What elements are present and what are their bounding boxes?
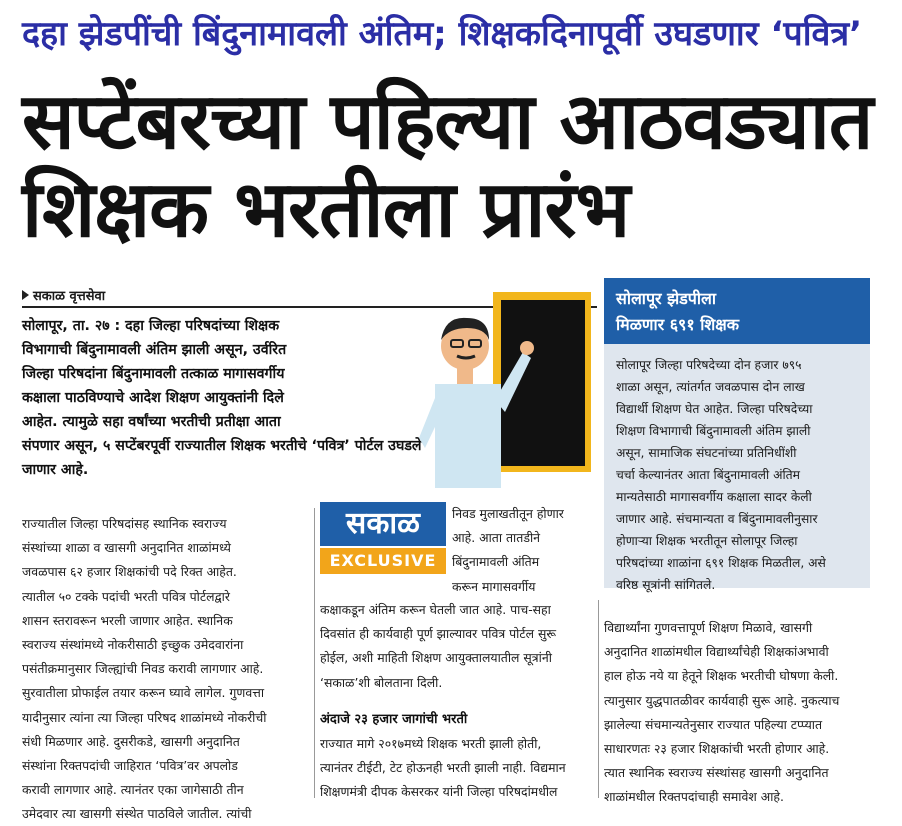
body-line: सुरवातीला प्रोफाईल तयार करून घ्यावे लागेल. गुणवत्ता: [22, 685, 265, 701]
sidebar-line: विद्यार्थी शिक्षण घेत आहेत. जिल्हा परिषदेच्या: [616, 402, 813, 416]
sidebar-line: मान्यतेसाठी मागासवर्गीय कक्षाला सादर केली: [616, 490, 812, 504]
sidebar-line: शिक्षण विभागाची बिंदुनामावली अंतिम झाली: [616, 424, 811, 438]
body-line: हाल होऊ नये या हेतूने शिक्षक भरतीची घोषणा केली.: [604, 668, 839, 684]
body-line: विद्यार्थ्यांना गुणवत्तापूर्ण शिक्षण मिळावे, खासगी: [604, 620, 813, 635]
lead-line: जाणार आहे.: [22, 462, 89, 478]
headline-line: सप्टेंबरच्या पहिल्या आठवड्यात: [22, 77, 873, 167]
lead-line: विभागाची बिंदुनामावली अंतिम झाली असून, उर्वरित: [22, 342, 287, 358]
body-line: यादीनुसार त्यांना त्या जिल्हा परिषद शाळांमध्ये नोकरीची: [22, 709, 267, 725]
body-line: निवड मुलाखतीतून होणार: [452, 506, 564, 521]
body-line: राज्यातील जिल्हा परिषदांसह स्थानिक स्वराज्य: [22, 516, 227, 531]
body-line: त्यात स्थानिक स्वराज्य संस्थांसह खासगी अनुदानित: [604, 765, 829, 781]
sidebar-title: [604, 278, 870, 344]
lead-line: कक्षाला पाठविण्याचे आदेश शिक्षण आयुक्तांनी दिले: [22, 390, 284, 406]
body-line: करावी लागणार आहे. त्यानंतर एका जागेसाठी तीन: [22, 782, 244, 798]
body-line: संस्थांना रिक्तपदांची जाहिरात ‘पवित्र’वर अपलोड: [22, 757, 238, 773]
body-line: करून मागासवर्गीय: [452, 578, 536, 594]
body-line: पसंतीक्रमानुसार जिल्ह्यांची निवड करावी लागणार आहे.: [22, 661, 264, 677]
body-line: त्यानुसार युद्धपातळीवर कार्यवाही सुरू आहे. नुकत्याच: [604, 692, 840, 708]
body-line: अनुदानित शाळांमधील विद्यार्थ्यांचेही शिक्षकांअभावी: [604, 644, 829, 660]
body-column-2-middle: [320, 598, 592, 695]
sidebar-title-line: मिळणार ६९१ शिक्षक: [616, 315, 740, 334]
main-headline: [22, 78, 882, 254]
body-line: साधारणतः २३ हजार शिक्षकांची भरती होणार आहे.: [604, 740, 830, 756]
sidebar-line: सोलापूर जिल्हा परिषदेच्या दोन हजार ७९५: [616, 358, 802, 372]
sidebar-line: जाणार आहे. संचमान्यता व बिंदुनामावलीनुसार: [616, 512, 818, 526]
body-line: संस्थांच्या शाळा व खासगी अनुदानित शाळांमध्ये: [22, 540, 231, 556]
body-line: उमेदवार त्या खासगी संस्थेत पाठविले जातील. त्यांची: [22, 806, 252, 822]
lead-line: संपणार असून, ५ सप्टेंबरपूर्वी राज्यातील शिक्षक भरतीचे ‘पवित्र’ पोर्टल उघडले: [22, 438, 422, 454]
body-line: होईल, अशी माहिती शिक्षण आयुक्तालयातील सूत्रांनी: [320, 650, 552, 666]
headline-line: शिक्षक भरतीला प्रारंभ: [22, 165, 630, 255]
sidebar-line: होणाऱ्या शिक्षक भरतीतून सोलापूर जिल्हा: [616, 534, 798, 548]
sidebar-line: चर्चा केल्यानंतर आता बिंदुनामावली अंतिम: [616, 468, 801, 482]
lead-line: जिल्हा परिषदांना बिंदुनामावली तत्काळ मागासवर्गीय: [22, 366, 285, 382]
sidebar-body: [604, 344, 870, 596]
triangle-icon: [22, 290, 29, 300]
body-line: त्यातील ५० टक्के पदांची भरती पवित्र पोर्टलद्वारे: [22, 588, 230, 604]
sidebar-line: असून, सामाजिक संघटनांच्या प्रतिनिधींशी: [616, 446, 797, 460]
body-line: राज्यात मागे २०१७मध्ये शिक्षक भरती झाली होती,: [320, 736, 542, 751]
body-line: शिक्षणमंत्री दीपक केसरकर यांनी जिल्हा परिषदांमधील: [320, 784, 558, 800]
sidebar-line: वरिष्ठ सूत्रांनी सांगितले.: [616, 578, 716, 592]
body-column-2-bottom: [320, 732, 592, 805]
lead-line: सोलापूर, ता. २७ : दहा जिल्हा परिषदांच्या शिक्षक: [22, 318, 280, 334]
sidebar-line: शाळा असून, त्यांतर्गत जवळपास दोन लाख: [616, 380, 805, 394]
sidebar-line: परिषदांच्या शाळांना ६९१ शिक्षक मिळतील, असे: [616, 556, 826, 570]
body-line: कक्षाकडून अंतिम करून घेतली जात आहे. पाच-सहा: [320, 602, 551, 617]
exclusive-brand: सकाळ: [320, 502, 446, 546]
kicker-headline: दहा झेडपींची बिंदुनामावली अंतिम; शिक्षकदिनापूर्वी उघडणार ‘पवित्र’: [22, 14, 863, 54]
body-line: दिवसांत ही कार्यवाही पूर्ण झाल्यावर पवित्र पोर्टल सुरू: [320, 626, 556, 642]
sidebar-title-line: सोलापूर झेडपीला: [616, 289, 717, 308]
body-line: आहे. आता तातडीने: [452, 530, 541, 546]
column-divider: [314, 508, 315, 798]
body-line: शाळांमधील रिक्तपदांचाही समावेश आहे.: [604, 789, 784, 805]
lead-line: आहेत. त्यामुळे सहा वर्षांच्या भरतीची प्रतीक्षा आता: [22, 414, 281, 430]
body-line: संधी मिळणार आहे. दुसरीकडे, खासगी अनुदानित: [22, 733, 240, 749]
body-line: त्यानंतर टीईटी, टेट होऊनही भरती झाली नाही. विद्यमान: [320, 760, 566, 776]
body-line: शासन स्तरावरून भरली जाणार आहेत. स्थानिक: [22, 612, 233, 628]
body-column-3: [604, 616, 870, 810]
body-column-1: [22, 512, 308, 826]
section-subhead: अंदाजे २३ हजार जागांची भरती: [320, 712, 468, 727]
body-line: स्वराज्य संस्थांमध्ये नोकरीसाठी इच्छुक उमेदवारांना: [22, 636, 244, 652]
body-column-2-top: [452, 502, 592, 599]
exclusive-badge: [320, 502, 446, 574]
body-line: बिंदुनामावली अंतिम: [452, 554, 540, 570]
body-line: ‘सकाळ’शी बोलताना दिली.: [320, 674, 443, 690]
sidebar-box: [604, 278, 870, 592]
byline-text: सकाळ वृत्तसेवा: [33, 289, 106, 304]
teacher-illustration: [395, 288, 595, 488]
body-line: जवळपास ६२ हजार शिक्षकांची पदे रिक्त आहेत.: [22, 564, 237, 580]
column-divider: [598, 600, 599, 798]
body-line: झालेल्या संचमान्यतेनुसार राज्यात पहिल्या टप्प्यात: [604, 716, 823, 732]
exclusive-label: EXCLUSIVE: [320, 548, 446, 574]
